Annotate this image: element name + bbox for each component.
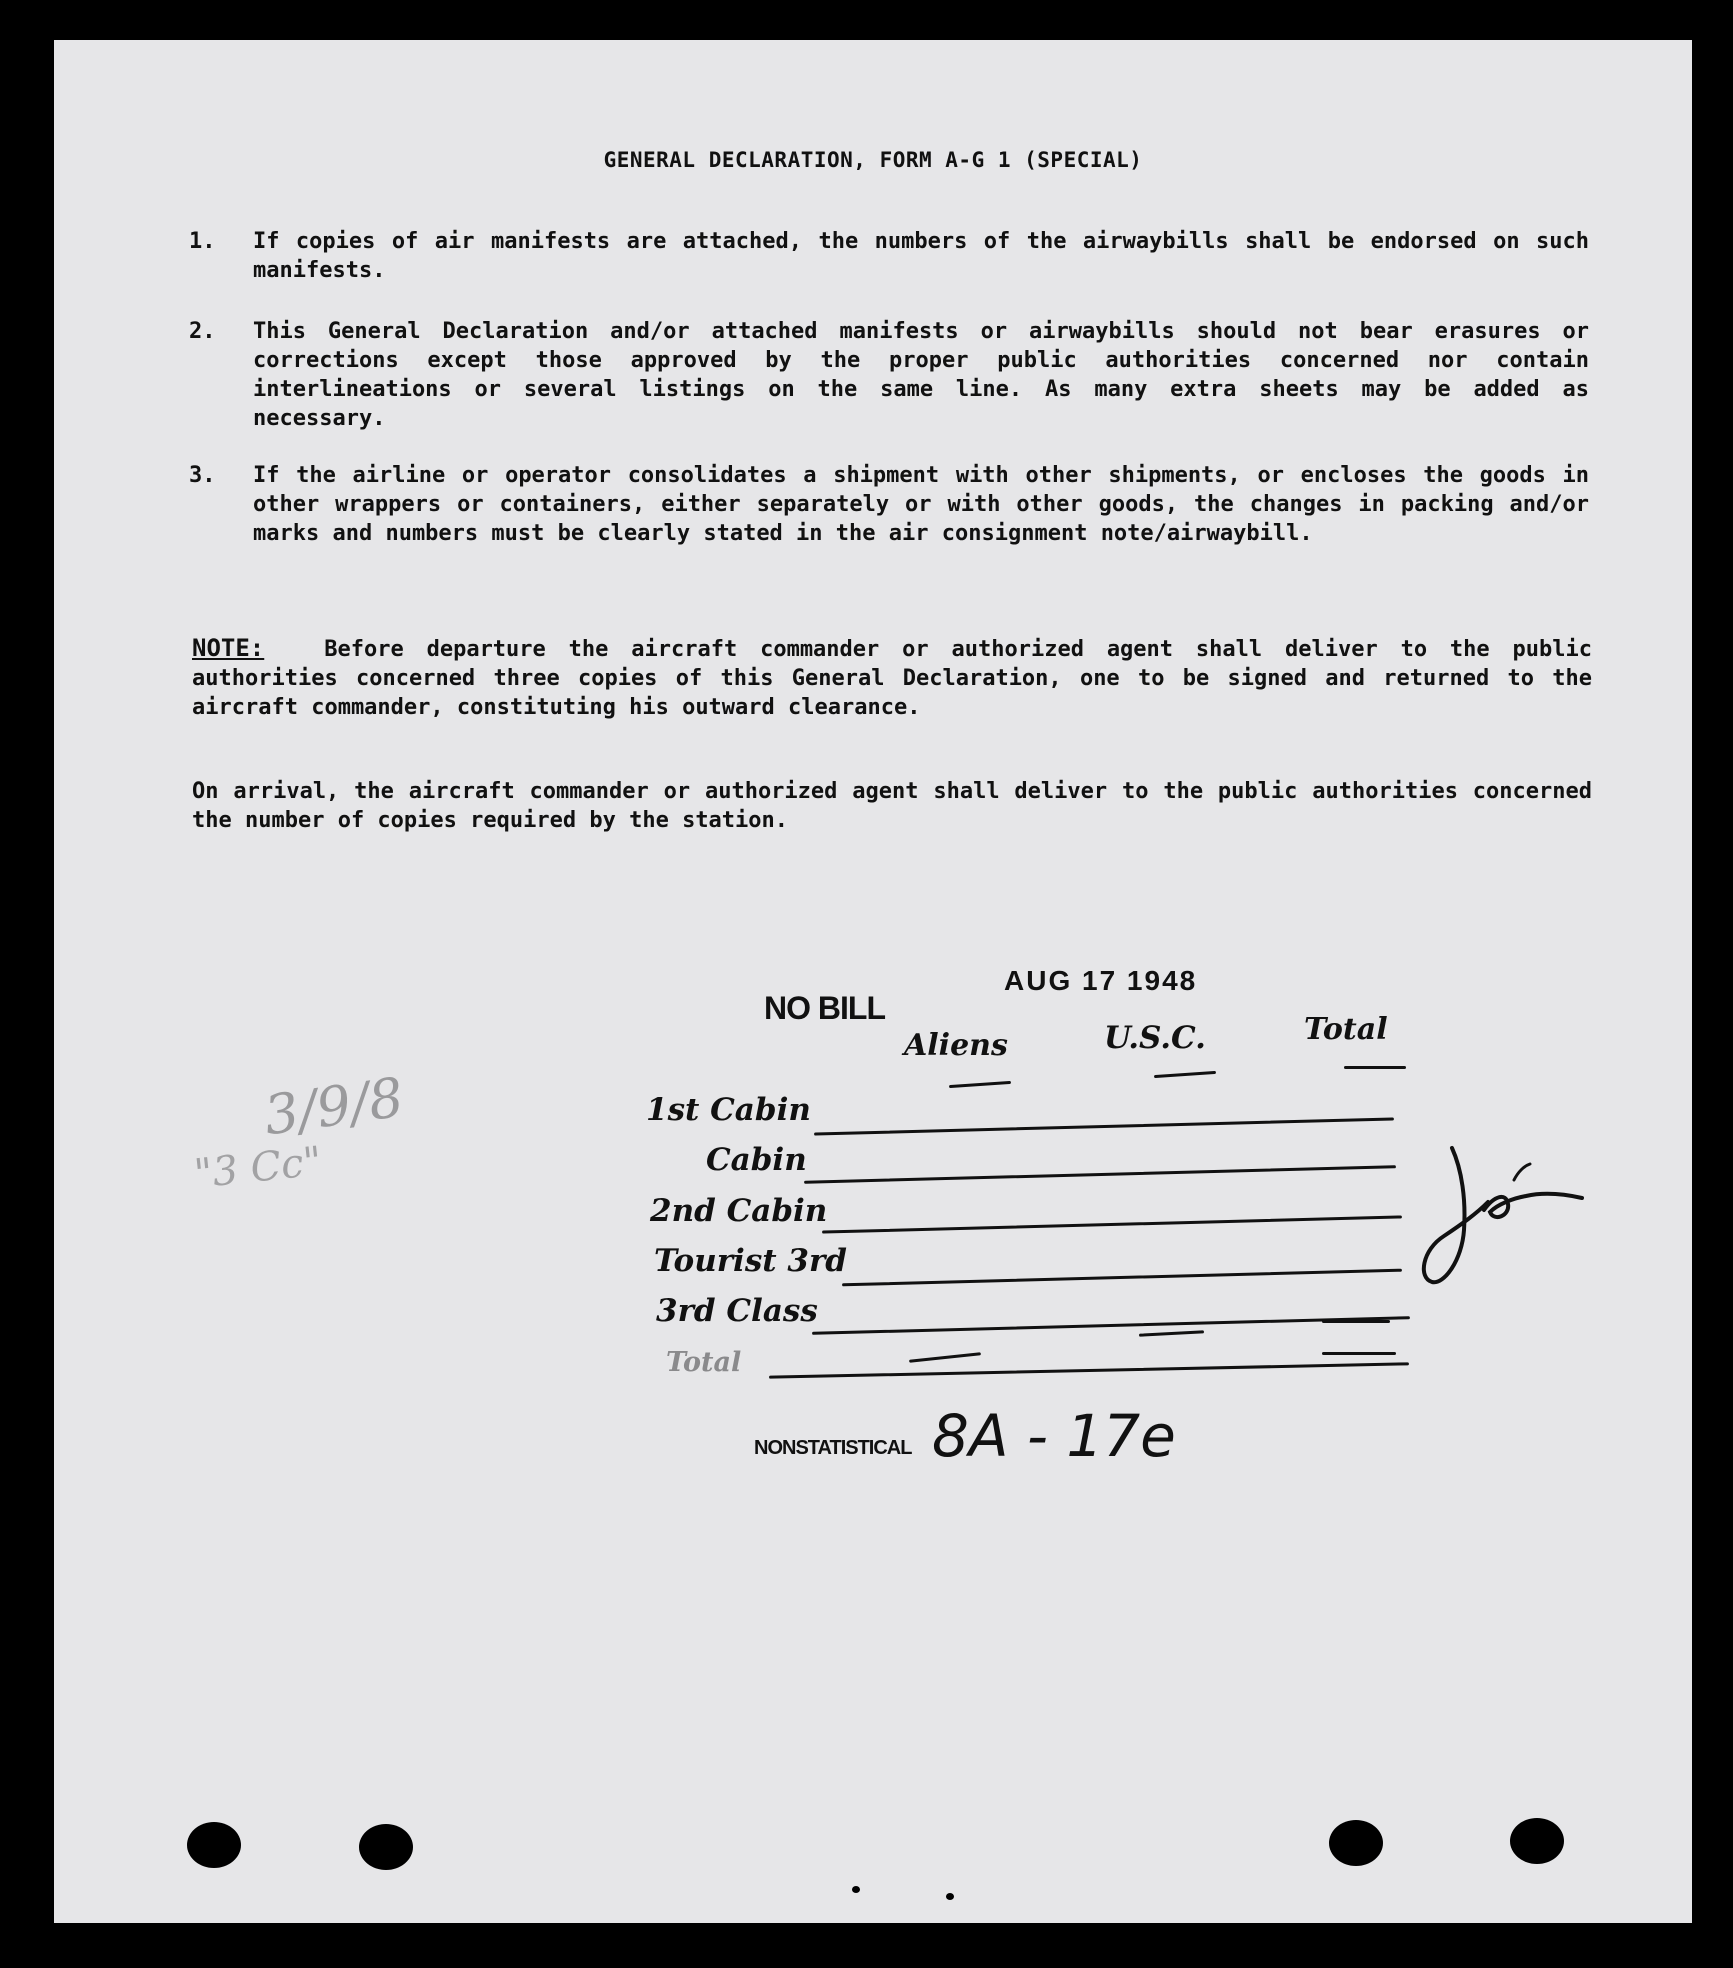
row-rule	[769, 1362, 1409, 1378]
item-text: If copies of air manifests are attached, the numbers of the airwaybills shall be endorsed on such manifests.	[253, 229, 1589, 283]
speck	[946, 1893, 954, 1900]
handwritten-code: 8A - 17e	[932, 1402, 1176, 1470]
column-header-aliens: Aliens	[904, 1028, 1008, 1063]
row-label: Tourist 3rd	[654, 1243, 847, 1279]
initials-signature	[1414, 1140, 1604, 1330]
value-dash	[1139, 1330, 1204, 1336]
note-label: NOTE:	[192, 634, 265, 662]
row-rule	[842, 1269, 1402, 1287]
row-rule	[822, 1215, 1402, 1233]
date-stamp: AUG 17 1948	[1004, 965, 1198, 996]
row-rule	[814, 1117, 1394, 1135]
row-rule	[804, 1165, 1396, 1183]
arrival-paragraph: On arrival, the aircraft commander or authorized agent shall deliver to the public authorities concerned the number of copies required by the station.	[192, 779, 1592, 833]
row-label: 2nd Cabin	[650, 1193, 828, 1229]
page-title: GENERAL DECLARATION, FORM A-G 1 (SPECIAL)	[603, 148, 1143, 172]
punch-hole	[359, 1824, 413, 1870]
note-text: Before departure the aircraft commander or authorized agent shall deliver to the public authorities concerned three copies of this General Declaration, one to be signed and returned to the aircraft commander, constituting his outward clearance.	[192, 637, 1592, 720]
item-number: 2.	[189, 319, 216, 344]
column-header-usc: U.S.C.	[1104, 1020, 1206, 1056]
item-number: 1.	[189, 229, 216, 254]
row-label: 1st Cabin	[646, 1092, 811, 1128]
header-underline	[1344, 1066, 1406, 1069]
row-label: Cabin	[706, 1142, 807, 1178]
punch-hole	[1510, 1818, 1564, 1864]
no-bill-stamp: NO BILL	[764, 990, 885, 1026]
nonstatistical-stamp: NONSTATISTICAL	[754, 1437, 912, 1459]
punch-hole	[1329, 1820, 1383, 1866]
value-dash	[1322, 1320, 1390, 1323]
item-number: 3.	[189, 463, 216, 488]
punch-hole	[187, 1822, 241, 1868]
note-paragraph	[192, 634, 1592, 722]
header-underline	[949, 1081, 1011, 1088]
item-text: If the airline or operator consolidates a shipment with other shipments, or encloses the goods in other wrappers or containers, either separately or with other goods, the changes in packing and/or marks and numbers must be clearly stated in the air consignment note/airwaybill.	[253, 463, 1589, 546]
value-dash	[909, 1352, 981, 1363]
header-underline	[1154, 1071, 1216, 1078]
item-text: This General Declaration and/or attached manifests or airwaybills should not bear erasures or corrections except those approved by the proper public authorities concerned nor contain interlineations or several listings on the same line. As many extra sheets may be added as necessary.	[253, 319, 1589, 431]
column-header-total: Total	[1304, 1012, 1388, 1047]
row-label: Total	[666, 1347, 742, 1378]
margin-note: "3 Cc"	[191, 1138, 325, 1198]
margin-note: 3/9/8	[260, 1065, 408, 1148]
document-page	[54, 40, 1692, 1923]
speck	[852, 1886, 860, 1893]
value-dash	[1322, 1352, 1396, 1355]
row-label: 3rd Class	[656, 1293, 818, 1329]
row-rule	[812, 1316, 1410, 1335]
